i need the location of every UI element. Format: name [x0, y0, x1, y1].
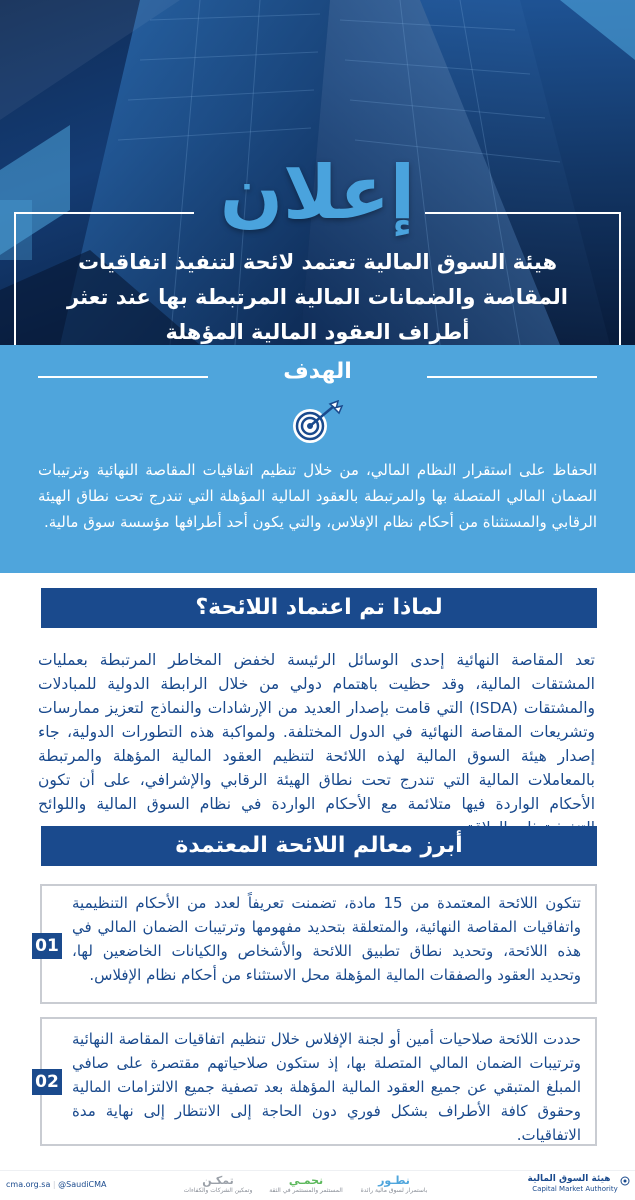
pillar-empower [178, 1175, 258, 1195]
announcement-title: إعلان [219, 150, 416, 236]
item-number: 01 [32, 933, 62, 959]
footer-links: cma.org.sa | @SaudiCMA [6, 1180, 107, 1189]
website-link[interactable]: cma.org.sa [6, 1180, 51, 1189]
cma-logo [520, 1174, 630, 1194]
org-name-en: Capital Market Authority [532, 1185, 618, 1193]
goal-section [0, 345, 635, 573]
goal-title: الهدف [283, 359, 352, 384]
why-heading: لماذا تم اعتماد اللائحة؟ [41, 588, 597, 628]
footer [0, 1170, 635, 1200]
pillar-title: نحمـي [288, 1174, 324, 1187]
hero-banner [0, 0, 635, 345]
why-text: تعد المقاصة النهائية إحدى الوسائل الرئيسة لخفض المخاطر المرتبطة بعمليات المشتقات المالية، وقد حظيت باهتمام دولي من خلال الرابطة الدولية للمبادلات والمشتقات (ISDA) التي قامت بإصدار العديد من الإرشادات والنماذج لتعزيز ممارسات وتشريعات المقاصة النهائية في الدول المختلفة. ولمواكبة هذه التطورات الدولية، جاء إصدار هيئة السوق المالية لهذه اللائحة لتنظيم العقود المالية المؤهلة والمرتبطة بالمعاملات المالية التي تندرج تحت نطاق الهيئة الرقابي والإشرافي، على أن تكون الأحكام الواردة فيها متلائمة مع الأحكام الواردة في نظام السوق المالية واللوائح [38, 651, 596, 813]
goal-text: الحفاظ على استقرار النظام المالي، من خلال تنظيم اتفاقيات المقاصة النهائية وترتيبات الضمان المالي المتصلة بها والمرتبطة بالعقود المالية المؤهلة التي تندرج تحت نطاق الهيئة الرقابي والمستثناة من أحكام نظام الإفلاس، والتي يكون أحد أطرافها مؤسسة سوق مالية. [38, 461, 597, 531]
cma-emblem-icon [620, 1176, 630, 1186]
features-heading: أبرز معالم اللائحة المعتمدة [41, 826, 597, 866]
pillar-caption: باستمرار لسوق مالية رائدة [360, 1187, 428, 1194]
feature-item-1 [35, 884, 597, 1004]
pillar-develop [354, 1175, 434, 1195]
pillar-protect [266, 1175, 346, 1195]
announcement-subtitle: هيئة السوق المالية تعتمد لائحة لتنفيذ اتفاقيات المقاصة والضمانات المالية المرتبطة بها عند تعثر أطراف العقود المالية المؤهلة [67, 250, 568, 344]
pillar-caption: المستثمر والمستثمر في الثقة [269, 1187, 343, 1194]
org-name-ar: هيئة السوق المالية [527, 1174, 611, 1184]
pillar-title: تمكـن [202, 1174, 234, 1187]
target-icon [288, 400, 346, 446]
feature-item-2 [35, 1017, 597, 1146]
twitter-handle[interactable]: @SaudiCMA [58, 1180, 107, 1189]
item-text: تتكون اللائحة المعتمدة من 15 مادة، تضمنت تعريفاً لعدد من الأحكام التنظيمية واتفاقيات المقاصة النهائية، والمتعلقة بتحديد مفهومها وترتيبات الضمان المالي في هذه اللائحة، وتحديد نطاق تطبيق اللائحة والأشخاص والكيانات الخاضعين لها، وتحديد العقود والصفقات المالية المؤهلة محل الاستثناء من أحكام نظام الإفلاس. [72, 894, 581, 984]
pillar-caption: وتمكين الشركات والكفاءات [183, 1187, 253, 1194]
pillar-title: نطـور [378, 1174, 410, 1187]
item-number: 02 [32, 1069, 62, 1095]
item-text: حددت اللائحة صلاحيات أمين أو لجنة الإفلاس خلال تنظيم اتفاقيات المقاصة النهائية وترتيبات الضمان المالي المتصلة بها، إذ ستكون صلاحياتهم مقتصرة على صافي المبلغ المتبقي عن جميع العقود المالية المؤهلة بعد تصفية جميع الالتزامات المالية وحقوق كافة الأطراف بشكل فوري دون الحاجة إلى الانتظار إلى نهاية مدة الاتفاقيات. [72, 1030, 581, 1144]
